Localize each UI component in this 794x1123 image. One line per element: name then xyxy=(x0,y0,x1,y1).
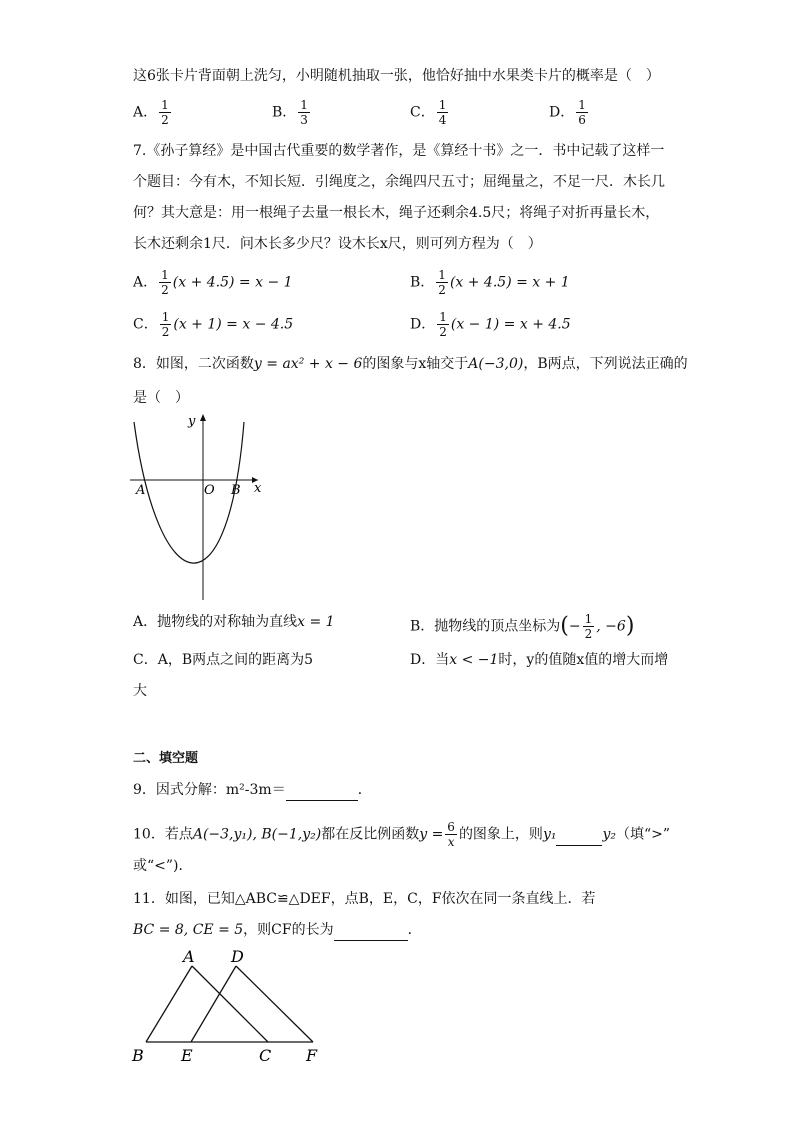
q6-option-b xyxy=(272,98,312,127)
q6-stem: 这6张卡片背面朝上洗匀，小明随机抽取一张，他恰好抽中水果类卡片的概率是（ ） xyxy=(133,68,660,84)
q7-option-c: C． $\frac{1}{2}$ (x + 1) = x − 4.5 xyxy=(133,310,294,339)
fraction: $\frac{1}{4}$ xyxy=(438,98,447,127)
label-y: y xyxy=(188,414,196,429)
q8-option-d-wrap: 大 xyxy=(133,683,147,699)
label-o: O xyxy=(204,483,215,498)
label-a: A xyxy=(136,483,146,498)
option-label: D． xyxy=(549,104,575,121)
y-axis-arrow xyxy=(200,414,206,421)
fraction: $\frac{1}{2}$ xyxy=(584,612,593,641)
q8-option-c: C．A，B两点之间的距离为5 xyxy=(133,652,314,668)
q8-option-d: D．当x < −1时，y的值随x值的增大而增 xyxy=(410,652,669,668)
q6-option-a xyxy=(133,98,173,127)
q7-option-d: D． $\frac{1}{2}$ (x − 1) = x + 4.5 xyxy=(410,310,571,339)
parabola-curve xyxy=(134,422,244,563)
answer-blank[interactable] xyxy=(556,825,602,846)
q8-option-b: B．抛物线的顶点坐标为(− $\frac{1}{2}$ , −6) xyxy=(410,612,635,641)
q7-option-b: B． $\frac{1}{2}$ (x + 4.5) = x + 1 xyxy=(410,268,570,297)
label-c: C xyxy=(259,1046,272,1065)
q7-line-2: 个题目：今有木，不知长短．引绳度之，余绳四尺五寸；屈绳量之，不足一尺．木长几 xyxy=(133,174,665,190)
q8-line-1: 8．如图，二次函数y = ax² + x − 6的图象与x轴交于A(−3,0)，B两点，下列说法正确的 xyxy=(133,356,688,372)
q9: 9．因式分解：m²-3m＝ ． xyxy=(133,780,372,801)
parabola-figure xyxy=(128,410,268,605)
q7-line-3: 何？其大意是：用一根绳子去量一根长木，绳子还剩余4.5尺；将绳子对折再量长木， xyxy=(133,205,660,221)
section-title-fill-in: 二、填空题 xyxy=(133,751,199,766)
triangles-figure xyxy=(128,945,328,1070)
label-b: B xyxy=(231,483,241,498)
fraction: $\frac{1}{3}$ xyxy=(300,98,308,127)
q10-line-2: 或“<”)． xyxy=(133,858,193,874)
segment-df xyxy=(236,966,313,1042)
label-b: B xyxy=(132,1046,144,1065)
label-x: x xyxy=(254,481,262,496)
answer-blank[interactable] xyxy=(286,780,358,801)
label-f: F xyxy=(306,1046,318,1065)
label-e: E xyxy=(181,1046,193,1065)
q6-option-d xyxy=(549,98,590,127)
fraction: $\frac{6}{x}$ xyxy=(447,820,455,849)
fraction: $\frac{1}{6}$ xyxy=(578,98,586,127)
fraction: $\frac{1}{2}$ xyxy=(439,310,447,339)
q10-line-1: 10．若点A(−3,y₁), B(−1,y₂)都在反比例函数y = $\frac{6}{x}$ 的图象上，则y₁ y₂（填“>” xyxy=(133,820,671,849)
label-a: A xyxy=(183,947,195,966)
q11-line-2: BC = 8, CE = 5，则CF的长为 ． xyxy=(133,920,422,941)
option-label: C． xyxy=(410,104,435,121)
q8-option-a: A．抛物线的对称轴为直线x = 1 xyxy=(133,614,335,630)
fraction: $\frac{1}{2}$ xyxy=(161,310,170,339)
q7-line-1: 7.《孙子算经》是中国古代重要的数学著作，是《算经十书》之一．书中记载了这样一 xyxy=(133,143,665,159)
q7-option-a: A． $\frac{1}{2}$ (x + 4.5) = x − 1 xyxy=(133,268,293,297)
q11-line-1: 11．如图，已知△ABC≌△DEF，点B，E，C，F依次在同一条直线上．若 xyxy=(133,891,596,907)
label-d: D xyxy=(231,947,244,966)
fraction: $\frac{1}{2}$ xyxy=(161,98,169,127)
q6-option-c xyxy=(410,98,450,127)
fraction: $\frac{1}{2}$ xyxy=(438,268,446,297)
answer-blank[interactable] xyxy=(334,920,408,941)
segment-ab xyxy=(146,966,192,1042)
q7-line-4: 长木还剩余1尺．问木长多少尺？设木长x尺，则可列方程为（ ） xyxy=(133,236,542,252)
option-label: A． xyxy=(133,104,158,121)
option-label: B． xyxy=(272,104,297,121)
fraction: $\frac{1}{2}$ xyxy=(161,268,169,297)
q8-line-2: 是（ ） xyxy=(133,390,189,406)
